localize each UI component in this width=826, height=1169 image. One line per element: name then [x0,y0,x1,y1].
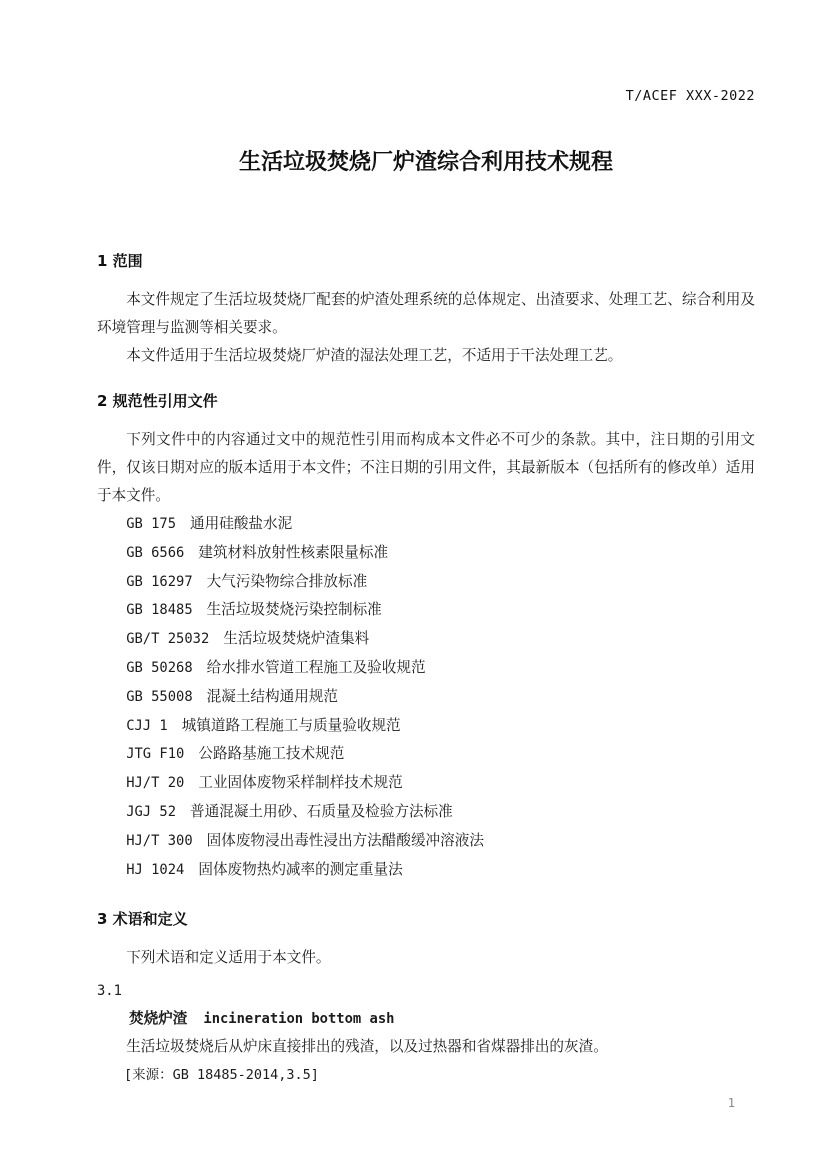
section-2-heading: 2 规范性引用文件 [97,392,218,410]
reference-title: 固体废物浸出毒性浸出方法醋酸缓冲溶液法 [206,832,484,849]
reference-code: GB 50268 [126,659,193,676]
reference-code: GB 175 [126,516,177,532]
reference-item [126,827,755,856]
reference-title: 城镇道路工程施工与质量验收规范 [181,717,401,734]
term-name-en: incineration bottom ash [203,1011,395,1028]
reference-title: 公路路基施工技术规范 [198,746,345,763]
section-3-heading: 3 术语和定义 [97,910,188,929]
scope-paragraph-1: 本文件规定了生活垃圾焚烧厂配套的炉渣处理系统的总体规定、出渣要求、处理工艺、综合利用及环境管理与监测等相关要求。 [97,292,755,336]
reference-code: GB 16297 [126,573,193,590]
reference-code: CJJ 1 [126,717,168,734]
term-number: 3.1 [97,983,122,1000]
reference-item [126,596,755,625]
section-1-heading: 1 范围 [97,252,143,270]
reference-item [126,568,755,597]
reference-item [126,798,755,827]
reference-code: GB 18485 [126,602,193,619]
reference-code: HJ/T 300 [126,832,193,849]
reference-item [126,856,755,885]
reference-code: GB 55008 [126,688,193,705]
section-terms-and-definitions [97,909,755,1089]
references-intro: 下列文件中的内容通过文中的规范性引用而构成本文件必不可少的条款。其中，注日期的引用文件，仅该日期对应的版本适用于本文件；不注日期的引用文件，其最新版本（包括所有的修改单）适用于本文件。 [97,432,755,504]
section-normative-references [97,391,755,884]
terms-intro: 下列术语和定义适用于本文件。 [126,950,331,967]
reference-title: 混凝土结构通用规范 [206,688,338,705]
page-number: 1 [727,1096,735,1110]
scope-paragraph-2: 本文件适用于生活垃圾焚烧厂炉渣的湿法处理工艺，不适用于干法处理工艺。 [126,348,623,364]
reference-title: 建筑材料放射性核素限量标准 [198,544,389,561]
reference-title: 生活垃圾焚烧炉渣集料 [223,631,370,648]
page-title: 生活垃圾焚烧厂炉渣综合利用技术规程 [238,150,613,175]
term-heading [97,1005,755,1033]
reference-title: 通用硅酸盐水泥 [190,516,293,532]
reference-title: 普通混凝土用砂、石质量及检验方法标准 [190,803,453,820]
section-scope [97,251,755,370]
doc-code: T/ACEF XXX-2022 [625,88,755,104]
reference-item [126,769,755,798]
reference-title: 大气污染物综合排放标准 [206,573,368,590]
term-name-zh: 焚烧炉渣 [129,1010,188,1028]
reference-code: JGJ 52 [126,803,177,820]
reference-list [97,510,755,884]
reference-code: GB 6566 [126,544,185,561]
term-source: [来源：GB 18485-2014,3.5] [124,1067,319,1084]
reference-code: HJ 1024 [126,861,185,878]
reference-item [126,740,755,769]
reference-item [126,712,755,741]
reference-title: 工业固体废物采样制样技术规范 [198,775,403,792]
reference-item [126,510,755,539]
reference-item [126,683,755,712]
reference-title: 固体废物热灼减率的测定重量法 [198,861,403,878]
reference-code: GB/T 25032 [126,631,210,648]
term-definition: 生活垃圾焚烧后从炉床直接排出的残渣，以及过热器和省煤器排出的灰渣。 [126,1039,608,1056]
reference-item [126,539,755,568]
reference-title: 给水排水管道工程施工及验收规范 [206,659,426,676]
reference-title: 生活垃圾焚烧污染控制标准 [206,602,382,619]
reference-item [126,654,755,683]
reference-code: HJ/T 20 [126,775,185,792]
reference-code: JTG F10 [126,746,185,763]
reference-item [126,625,755,654]
